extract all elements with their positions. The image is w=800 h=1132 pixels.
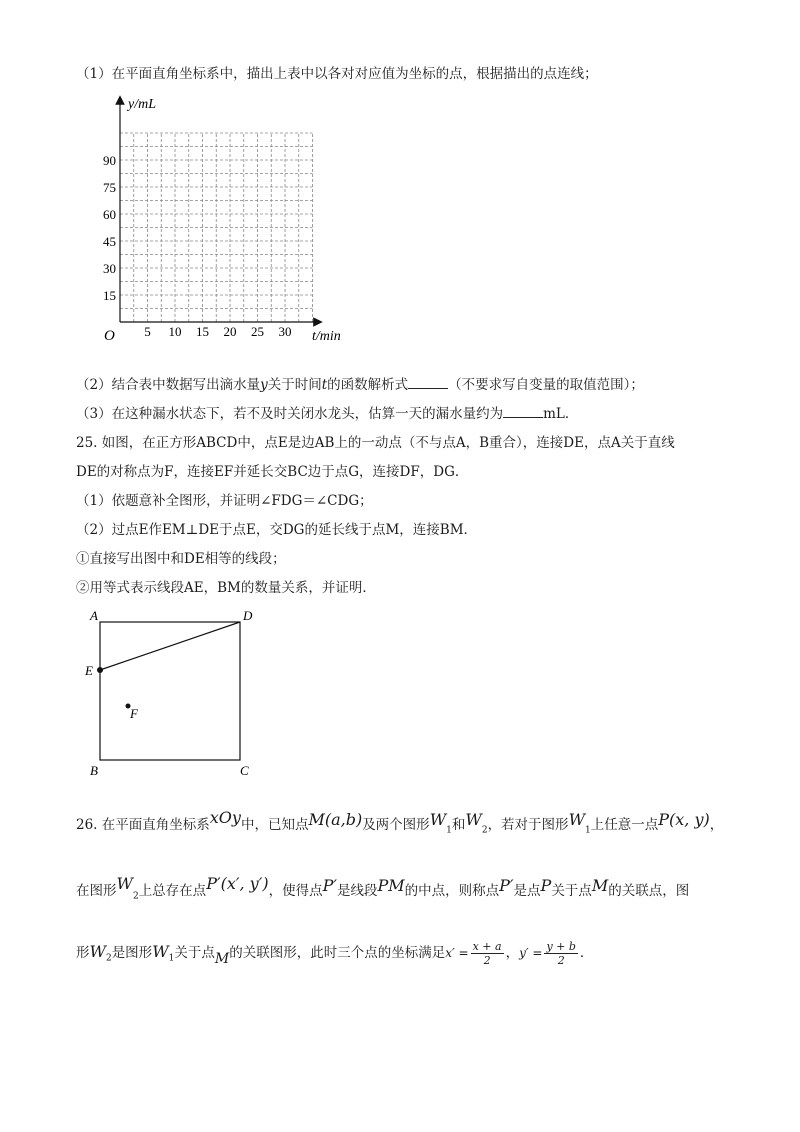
q26-l2-b: 上总存在点: [138, 883, 207, 899]
q24-part3-text: [76, 404, 578, 424]
q26-l1-sub1b: 1: [585, 825, 591, 836]
y-tick-label: 60: [103, 207, 116, 222]
fraction-y-denominator: 2: [557, 954, 565, 967]
x-tick-label: 30: [278, 324, 292, 339]
label-f: F: [130, 706, 138, 721]
q26-l1-g: ，: [709, 817, 724, 833]
q26-line3: [76, 940, 593, 969]
x-tick-label: 15: [196, 324, 209, 339]
q25-line5: ①直接写出图中和DE相等的线段；: [76, 551, 286, 567]
q26-l3-sub2: 2: [105, 953, 112, 964]
q26-l1-w1b: W: [568, 810, 586, 829]
q26-l3-end: ．: [579, 945, 594, 961]
q26-l3-w1: W: [152, 942, 169, 961]
label-c: C: [240, 763, 249, 778]
q24-part1-text: （1）在平面直角坐标系中，描出上表中以各对对应值为坐标的点，根据描出的点连线；: [76, 66, 598, 82]
x-tick-label: 10: [168, 324, 182, 339]
q26-l1-xoy: xOy: [209, 808, 241, 827]
q24-part2-c: 的函数解析式: [327, 377, 409, 393]
x-tick-label: 5: [144, 324, 151, 339]
q26-l1-c: 及两个图形: [362, 817, 430, 833]
label-b: B: [90, 763, 98, 778]
x-axis-label: t/min: [312, 329, 341, 344]
fraction-y: [544, 940, 577, 967]
fraction-x-numerator: x + a: [472, 940, 502, 953]
fraction-x: [471, 940, 504, 967]
origin-label: O: [104, 328, 115, 344]
q26-l2-pm: PM: [377, 876, 405, 895]
y-tick-label: 75: [103, 180, 116, 195]
q26-l2-p2: P′(x′, y′): [206, 874, 269, 893]
q26-l2-e: 的中点，则称点: [404, 883, 500, 899]
q26-l3-sub1: 1: [168, 953, 175, 964]
chart-grid: [120, 133, 313, 322]
q26-l2-f: 是点: [513, 883, 541, 899]
q26-l2-p5: P: [540, 876, 552, 895]
q26-l3-b: 是图形: [111, 945, 153, 961]
q24-part2-a: （2）结合表中数据写出滴水量: [76, 377, 261, 393]
q26-l2-d: 是线段: [336, 883, 378, 899]
q26-l2-a: 在图形: [76, 883, 117, 899]
q24-part2-d: （不要求写自变量的取值范围）；: [448, 377, 644, 393]
q26-l3-yp: y′ =: [519, 946, 543, 960]
q26-l2-p3: P′: [322, 876, 337, 895]
y-tick-label: 30: [103, 261, 116, 276]
q26-l2-h: 的关联点，图: [608, 883, 690, 899]
q26-l1-b: 中，已知点: [240, 817, 309, 833]
y-tick-label: 15: [103, 288, 116, 303]
q24-part3-a: （3）在这种漏水状态下，若不及时关闭水龙头，估算一天的漏水量约为: [76, 406, 504, 422]
q26-l1-sub1: 1: [446, 825, 452, 836]
fraction-y-numerator: y + b: [546, 940, 576, 953]
q26-l1-sub2: 2: [481, 825, 488, 836]
q26-l3-d: 的关联图形，此时三个点的坐标满足: [229, 945, 446, 961]
q26-l2-c: ，使得点: [268, 883, 323, 899]
y-axis-label: y/mL: [128, 97, 156, 112]
y-tick-label: 90: [103, 153, 116, 168]
q25-line6: ②用等式表示线段AE，BM的数量关系，并证明．: [76, 580, 376, 596]
q26-line2: [76, 874, 690, 907]
q26-l1-e: ，若对于图形: [487, 817, 569, 833]
q24-part3-b: mL．: [543, 406, 579, 422]
q26-l1-p: P(x, y): [658, 810, 710, 829]
q26-l1-w1: W: [429, 810, 447, 829]
q26-l2-sub2: 2: [132, 891, 139, 902]
q26-l3-c: 关于点: [174, 945, 215, 961]
q24-part2-t: t: [321, 377, 328, 393]
q24-part2-text: [76, 375, 644, 395]
q26-l3-sep: ，: [505, 945, 520, 961]
q26-l1-w2: W: [465, 810, 482, 829]
label-a: A: [90, 608, 98, 623]
q26-l1-d: 和: [451, 817, 466, 833]
q26-l3-a: 形: [76, 945, 90, 961]
q26-l3-m: M: [214, 951, 230, 967]
q26-l1-m: M(a,b): [308, 810, 363, 829]
answer-blank-2[interactable]: [503, 405, 543, 418]
q26-l2-m: M: [591, 876, 609, 895]
q25-line3: （1）依题意补全图形，并证明∠FDG＝∠CDG；: [76, 493, 373, 509]
q26-l3-w2: W: [89, 942, 106, 961]
q26-l3-xp: x′ =: [445, 946, 469, 960]
q24-part2-b: 关于时间: [267, 377, 322, 393]
label-d: D: [243, 608, 253, 623]
q24-part2-y: y: [260, 377, 268, 393]
q26-l2-w2: W: [116, 874, 133, 893]
q26-l1-a: 26. 在平面直角坐标系: [76, 817, 210, 833]
x-tick-label: 20: [223, 324, 237, 339]
q25-line2: DE的对称点为F，连接EF并延长交BC边于点G，连接DF，DG．: [76, 464, 469, 480]
q26-l1-f: 上任意一点: [590, 817, 659, 833]
q26-l2-p4: P′: [499, 876, 514, 895]
answer-blank-1[interactable]: [408, 376, 448, 389]
q26-l2-g: 关于点: [551, 883, 592, 899]
q25-line4: （2）过点E作EM⊥DE于点E，交DG的延长线于点M，连接BM．: [76, 522, 478, 538]
x-tick-label: 25: [251, 324, 264, 339]
fraction-x-denominator: 2: [483, 954, 491, 967]
y-tick-label: 45: [103, 234, 116, 249]
q25-line1: 25. 如图，在正方形ABCD中，点E是边AB上的一动点（不与点A，B重合），连接DE，点A关于直线: [76, 435, 675, 451]
label-e: E: [85, 663, 93, 678]
q26-line1: [76, 808, 724, 841]
